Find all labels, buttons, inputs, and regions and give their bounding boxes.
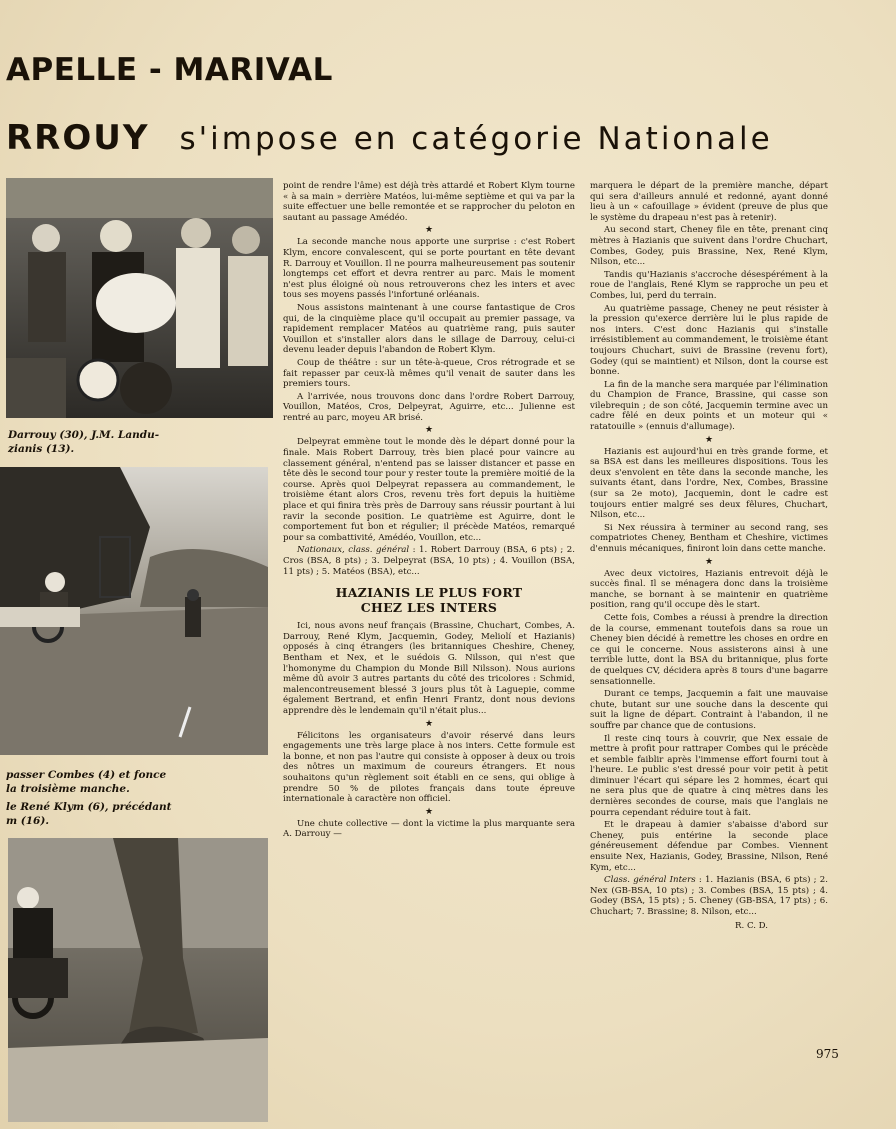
col2-paragraph-11: Il reste cinq tours à couvrir, que Nex essaie de mettre à profit pour rattraper Combes qui le précède et semble faiblir après l'immense effort fourni tout à l'heure. Le public s'est dressé pour voir petit à petit diminuer l'écart qui sépare les 2 hommes, écart qui ne sera plus que de quatre à cinq mètres dans les dernières secondes de course, mais que l'anglais ne pourra cependant réduire tout à fait. [590,733,828,818]
photo-rider-tree [8,838,268,1122]
col1-paragraph-5: A l'arrivée, nous trouvons donc dans l'ordre Robert Darrouy, Vouillon, Matéos, Cros, Delpeyrat, Aguirre, etc... Julienne est rentré au parc, moyeu AR brisé. [283,391,575,423]
col1-paragraph-4: Coup de théâtre : sur un tête-à-queue, Cros rétrograde et se fait repasser par ceux-là mêmes qu'il venait de sauter dans les premiers tours. [283,357,575,390]
headline-main [6,118,773,158]
col2-paragraph-12: Et le drapeau à damier s'abaisse d'abord sur Cheney, puis entérine la seconde place généreusement défendue par Combes. Viennent ensuite Nex, Hazianis, Godey, Brassine, Nilson, René Kym, etc... [590,820,828,873]
col1-paragraph-3: Nous assistons maintenant à une course fantastique de Cros qui, de la cinquième place qu'il occupait au premier passage, va rapidement remplacer Matéos au quatrième rang, puis sauter Vouillon et s'installer alors dans le sillage de Darrouy, celui-ci devenu leader depuis l'abandon de Robert Klym. [283,302,575,356]
col2-paragraph-7: Si Nex réussira à terminer au second rang, ses compatriotes Cheney, Bentham et Cheshire, victimes d'ennuis mécaniques, finiront loin dans cette manche. [590,522,828,554]
separator-star: ★ [424,425,434,436]
col1-standings-nationaux [283,545,575,577]
headline-top: APELLE - MARIVAL [6,52,333,88]
col2-paragraph-5: La fin de la manche sera marquée par l'élimination du Champion de France, Brassine, qui casse son vilebrequin ; de son côté, Jacquemin termine avec un cadre fêlé en deux points et un moteur qui « ratatouille » (ennuis d'allumage). [590,379,828,433]
photo-race-track-image [0,467,268,755]
subheading-line-1: HAZIANIS LE PLUS FORT [335,585,523,601]
caption-2-line-2: la troisième manche. [6,783,130,795]
photo-podium [6,178,273,418]
separator-star: ★ [424,718,434,729]
headline-main-name: RROUY [6,118,150,158]
photo-caption-1 [8,428,159,456]
standings-text: : 1. Hazianis (BSA, 6 pts) ; 2. Nex (GB-BSA, 10 pts) ; 3. Combes (BSA, 15 pts) ; 4. Godey (BSA, 15 pts) ; 5. Cheney (GB-BSA, 17 pts) ; 6. Chuchart; 7. Brassine; 8. Nilson, etc... [590,875,828,917]
separator-star: ★ [704,434,714,445]
headline-main-rest: s'impose en catégorie Nationale [179,121,773,157]
author-signature: R. C. D. [735,920,768,931]
subheading [283,585,575,615]
col2-standings-inters [590,875,828,917]
caption-3-line-1: le René Klym (6), précédant [6,801,172,813]
col2-paragraph-4: Au quatrième passage, Cheney ne peut résister à la pression qu'exerce derrière lui le plus rapide de nos inters. C'est donc Hazianis qui s'installe irrésistiblement au commandement, le troisième étant toujours Chuchart, suivi de Brassine (revenu fort), Godey (qui se maintient) et Nilson, dont la course est bonne. [590,303,828,378]
separator-star: ★ [704,556,714,567]
caption-3-line-2: m (16). [6,815,49,827]
photo-caption-2 [6,768,166,796]
page-number: 975 [816,1047,839,1061]
col1-paragraph-8: Ici, nous avons neuf français (Brassine, Chuchart, Combes, A. Darrouy, René Klym, Jacquemin, Godey, Meliolí et Hazianis) opposés à cinq étrangers (les britanniques Cheshire, Cheney, Bentham et Nex, et le suédois G. Nilsson, qui n'est que l'homonyme du Champion du Monde Bill Nilsson). Nous aurions même dû avoir 3 autres partants du côté des tricolores : Schmid, malencontreusement blessé 3 jours plus tôt à Laguepie, comme également Bertrand, et enfin Henri Frantz, dont nous devions apprendre dès le lendemain qu'il n'était plus... [283,621,575,716]
standings-label: Class. général Inters [604,875,696,886]
photo-podium-image [6,178,273,418]
col2-paragraph-1: marquera le départ de la première manche, départ qui sera d'ailleurs annulé et redonné, ayant donné lieu à un « cafouillage » évident (preuve de plus que le système du drapeau n'est pas à retenir). [590,181,828,223]
col2-paragraph-8: Avec deux victoires, Hazianis entrevoit déjà le succès final. Il se ménagera donc dans la troisième manche, se bornant à se maintenir en quatrième position, rang qu'il occupe dès le start. [590,568,828,611]
col2-paragraph-10: Durant ce temps, Jacquemin a fait une mauvaise chute, butant sur une souche dans la descente qui suit la ligne de départ. Contraint à l'abandon, il ne souffre par chance que de contusions. [590,689,828,731]
separator-star: ★ [424,225,434,236]
col1-paragraph-9: Félicitons les organisateurs d'avoir réservé dans leurs engagements une très large place à nos inters. Cette formule est la bonne, et non pas l'autre qui consiste à opposer à deux ou trois des nôtres un maximum de coureurs étrangers. Et nous souhaitons qu'un règlement soit établi en ce sens, qui oblige à prendre 50 % de pilotes français dans toute épreuve internationale à caractère non officiel. [283,730,575,805]
col2-paragraph-3: Tandis qu'Hazianis s'accroche désespérément à la roue de l'anglais, René Klym se rapproche un peu et Combes, lui, perd du terrain. [590,269,828,301]
col2-paragraph-6: Hazianis est aujourd'hui en très grande forme, et sa BSA est dans les meilleures dispositions. Tous les deux s'envolent en tête dans la seconde manche, les suivants étant, dans l'ordre, Nex, Combes, Brassine (sur sa 2e moto), Jacquemin, dont le cadre est toujours entier malgré ses deux fêlures, Chuchart, Nilson, etc... [590,446,828,521]
photo-race-track [0,467,268,755]
col1-paragraph-6: Delpeyrat emmène tout le monde dès le départ donné pour la finale. Mais Robert Darrouy, très bien placé pour vaincre au classement général, n'entend pas se laisser distancer et passe en tête dès le second tour pour y rester toute la première moitié de la course. Après quoi Delpeyrat repassera au commandement, le troisième étant alors Cros, revenu très fort depuis la huitième place et qui finira très près de Darrouy sans réussir pourtant à lui ravir la seconde position. Le quatrième est Aguirre, dont le comportement fut bon et régulier; il précède Matéos, remarqué pour sa combattivité, Amédéo, Vouillon, etc... [283,437,575,543]
standings-label: Nationaux, class. général [297,545,410,556]
photo-rider-tree-image [8,838,268,1122]
col1-paragraph-1: point de rendre l'âme) est déjà très attardé et Robert Klym tourne « à sa main » derrière Matéos, lui-même septième et qui va par la suite effectuer une belle remontée et se rapprocher du peloton en sautant au passage Amédéo. [283,181,575,223]
subheading-line-2: CHEZ LES INTERS [360,600,498,616]
caption-2-line-1: passer Combes (4) et fonce [6,769,167,781]
col1-paragraph-2: La seconde manche nous apporte une surprise : c'est Robert Klym, encore convalescent, qui se porte pourtant en tête devant R. Darrouy et Vouillon. Il ne pourra malheureusement pas soutenir longtemps cet effort et devra rentrer au parc. Mais le moment n'est plus éloigné où nous retrouverons chez les inters et avec tous ses moyens passés l'infortuné orléanais. [283,237,575,301]
separator-star: ★ [424,806,434,817]
article-column-1 [283,181,575,842]
photo-caption-3 [6,800,172,828]
caption-1-line-2: zianis (13). [8,443,75,455]
standings-text: : 1. Robert Darrouy (BSA, 6 pts) ; 2. Cros (BSA, 8 pts) ; 3. Delpeyrat (BSA, 10 pts) ; 4. Vouillon (BSA, 11 pts) ; 5. Matéos (BSA), etc... [283,545,575,577]
col2-paragraph-2: Au second start, Cheney file en tête, prenant cinq mètres à Hazianis que suivent dans l'ordre Chuchart, Combes, Godey, puis Brassine, Nex, René Klym, Nilson, etc... [590,225,828,268]
caption-1-line-1: Darrouy (30), J.M. Landu- [8,429,160,441]
article-column-2 [590,181,828,931]
col1-paragraph-10: Une chute collective — dont la victime la plus marquante sera A. Darrouy — [283,818,575,840]
col2-paragraph-9: Cette fois, Combes a réussi à prendre la direction de la course, emmenant toutefois dans sa roue un Cheney bien décidé à remettre les choses en ordre en ce qui le concerne. Nous assisterons ainsi à une terrible lutte, dont la BSA du britannique, plus forte de quelques CV, décidera après 8 tours d'une bagarre sensationnelle. [590,612,828,687]
